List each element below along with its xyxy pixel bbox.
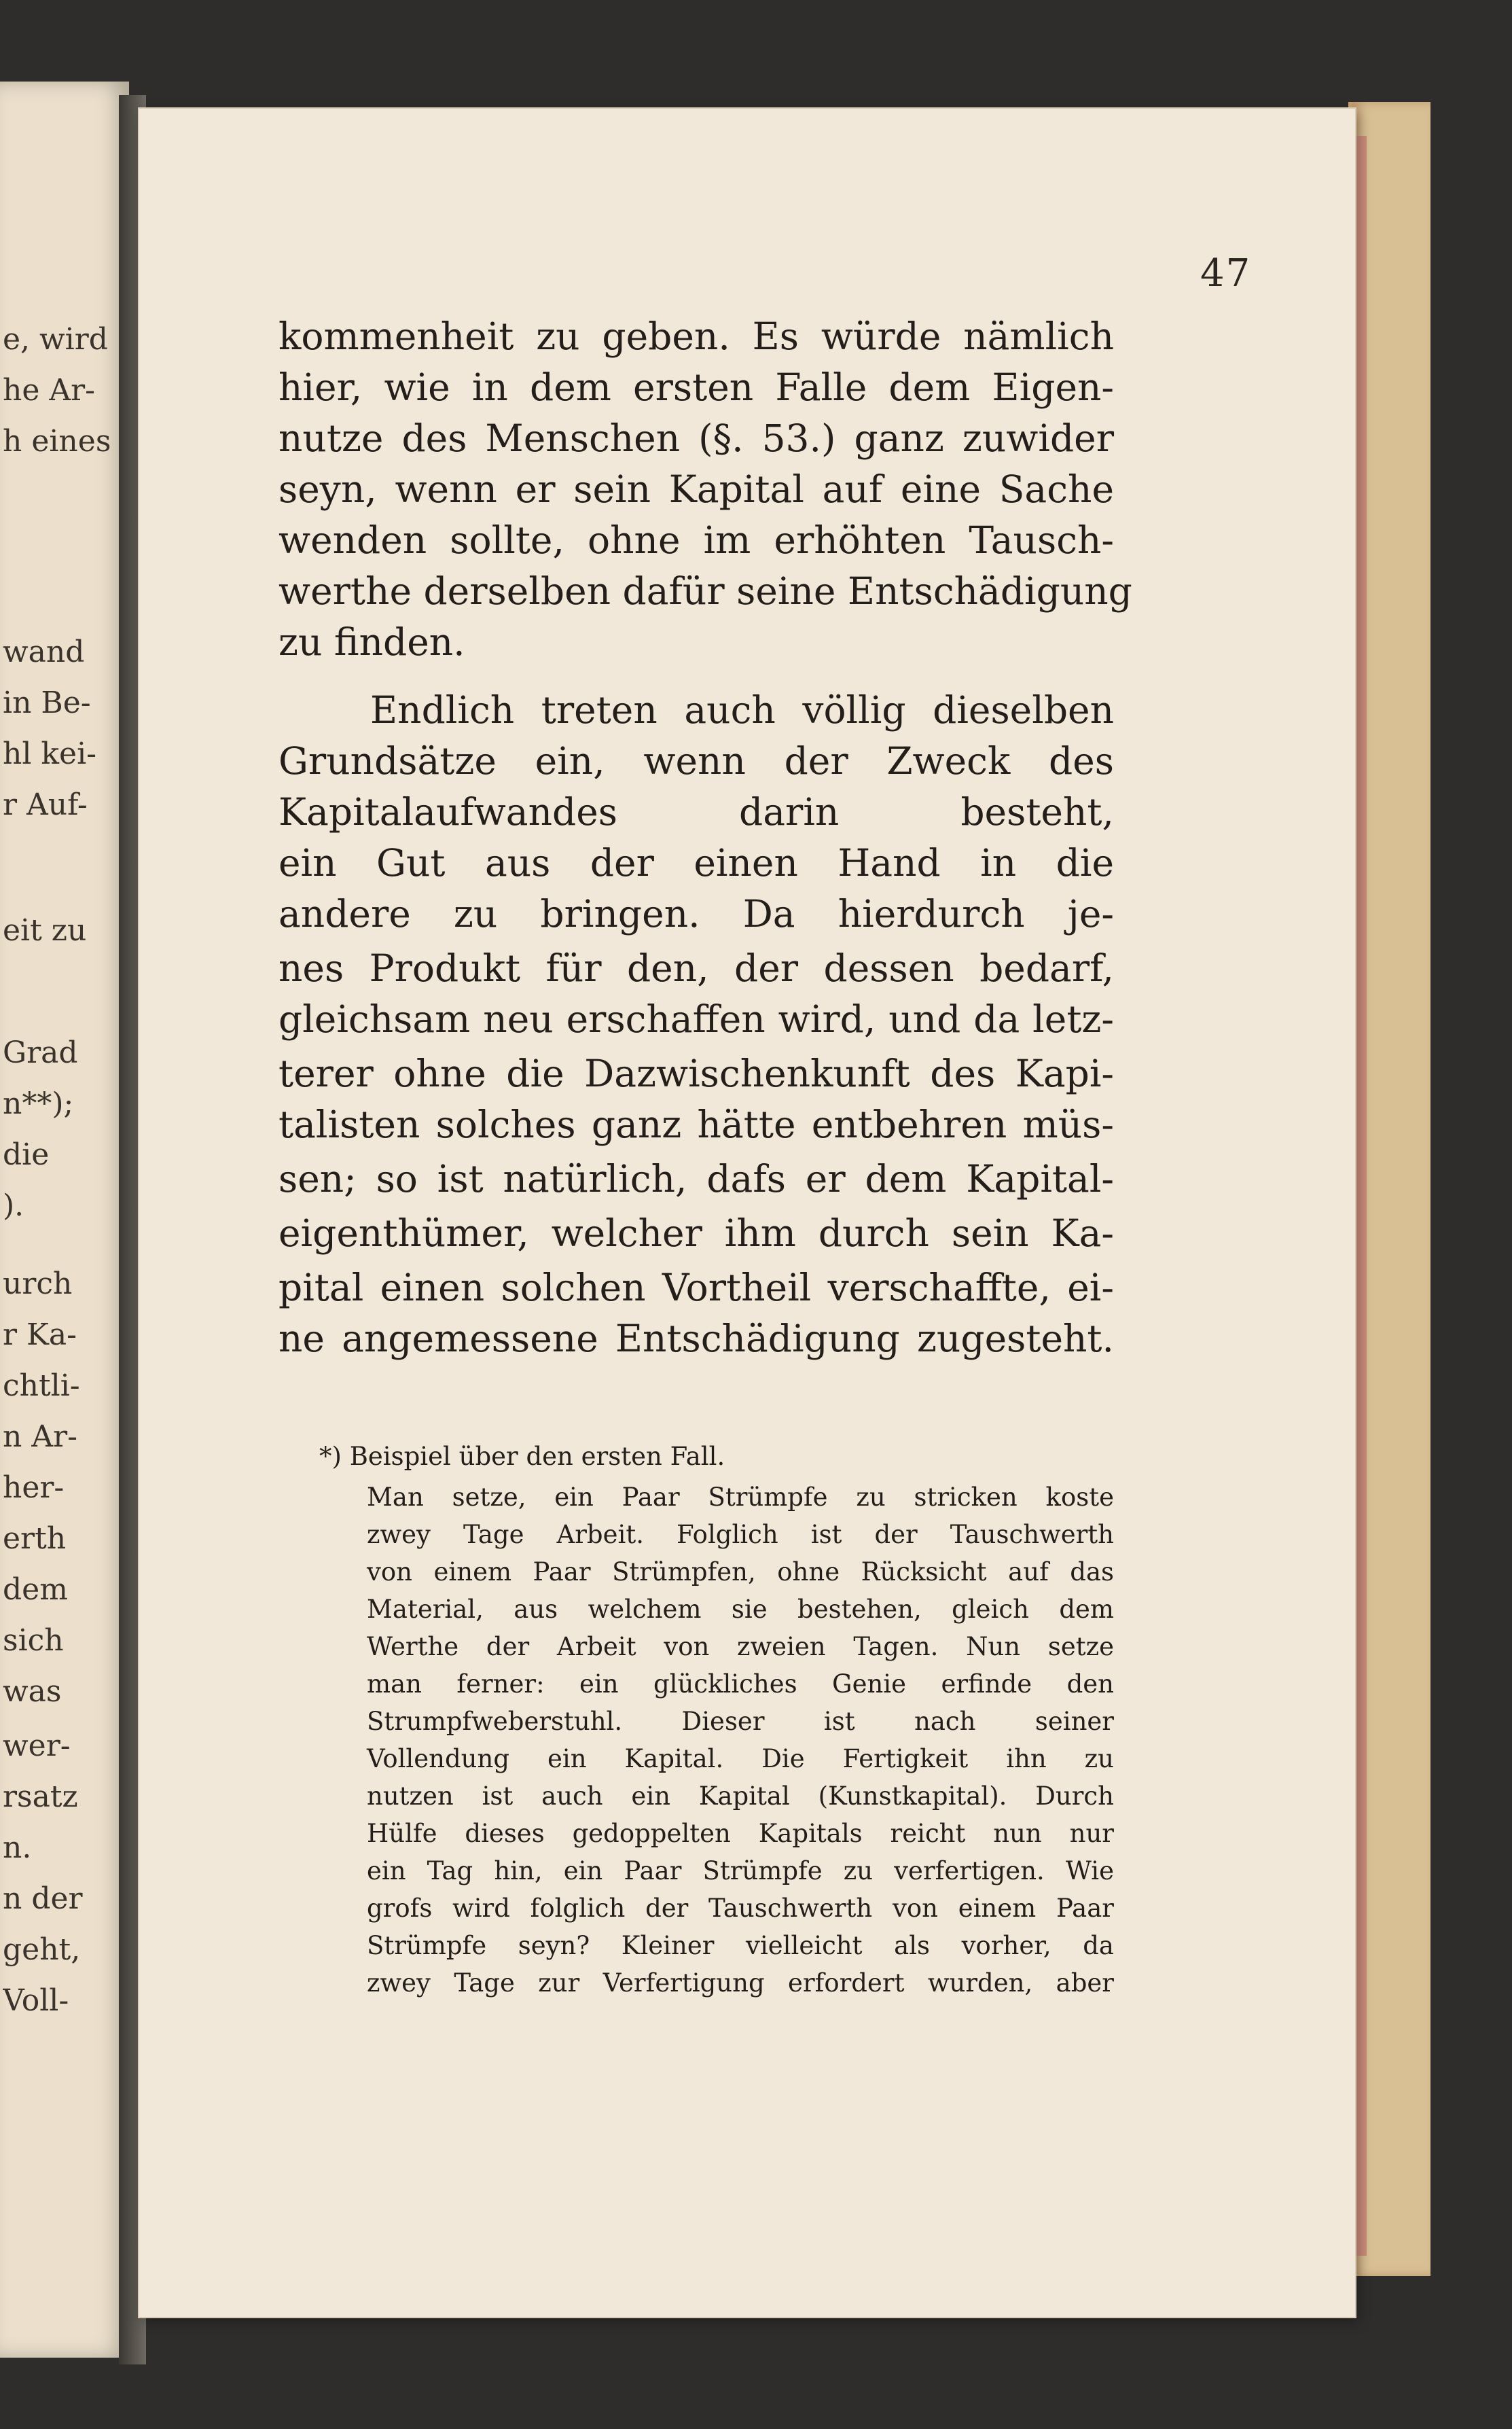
footnote-line: zwey Tage Arbeit. Folglich ist der Tauschwerth	[367, 1520, 1114, 1549]
previous-page-edge	[0, 82, 129, 2358]
footnote-line: zwey Tage zur Verfertigung erfordert wurden, aber	[367, 1968, 1114, 1998]
previous-page-fragment: wer-	[3, 1728, 71, 1763]
text-line: Kapitalaufwandes darin besteht,	[278, 790, 1114, 834]
footnote-line: man ferner: ein glückliches Genie erfinde den	[367, 1669, 1114, 1699]
footnote-line: Vollendung ein Kapital. Die Fertigkeit ihn zu	[367, 1744, 1114, 1773]
text-line: pital einen solchen Vortheil verschaffte, ei-	[278, 1266, 1114, 1309]
footnote-line: Strumpfweberstuhl. Dieser ist nach seiner	[367, 1707, 1114, 1736]
footnote-line: Strümpfe seyn? Kleiner vielleicht als vorher, da	[367, 1931, 1114, 1960]
footnote-line: Hülfe dieses gedoppelten Kapitals reicht nun nur	[367, 1819, 1114, 1848]
previous-page-fragment: n der	[3, 1881, 83, 1916]
previous-page-fragment: her-	[3, 1470, 65, 1505]
footnote-line: Werthe der Arbeit von zweien Tagen. Nun setze	[367, 1632, 1114, 1661]
previous-page-fragment: in Be-	[3, 686, 91, 720]
text-line: seyn, wenn er sein Kapital auf eine Sache	[278, 467, 1114, 511]
text-line: ein Gut aus der einen Hand in die	[278, 841, 1114, 885]
previous-page-fragment: die	[3, 1137, 50, 1172]
previous-page-fragment: sich	[3, 1623, 64, 1658]
previous-page-fragment: n**);	[3, 1086, 74, 1121]
previous-page-fragment: urch	[3, 1266, 73, 1301]
paragraph-start-line: Endlich treten auch völlig dieselben	[370, 688, 1114, 732]
previous-page-fragment: geht,	[3, 1932, 81, 1967]
previous-page-fragment: dem	[3, 1572, 68, 1607]
previous-page-fragment: Grad	[3, 1035, 78, 1070]
text-line: hier, wie in dem ersten Falle dem Eigen-	[278, 366, 1114, 409]
text-line: andere zu bringen. Da hierdurch je-	[278, 892, 1114, 936]
text-line: terer ohne die Dazwischenkunft des Kapi-	[278, 1052, 1114, 1095]
previous-page-fragment: h eines	[3, 424, 111, 459]
previous-page-fragment: was	[3, 1674, 62, 1709]
text-line: wenden sollte, ohne im erhöhten Tausch-	[278, 518, 1114, 562]
previous-page-fragment: rsatz	[3, 1779, 78, 1814]
text-line: werthe derselben dafür seine Entschädigung	[278, 569, 1132, 613]
previous-page-fragment: r Ka-	[3, 1317, 77, 1352]
book-page	[139, 109, 1355, 2317]
previous-page-fragment: n Ar-	[3, 1419, 77, 1454]
previous-page-fragment: hl kei-	[3, 737, 97, 771]
previous-page-fragment: Voll-	[3, 1983, 69, 2018]
text-line: nes Produkt für den, der dessen bedarf,	[278, 946, 1114, 990]
text-line: ne angemessene Entschädigung zugesteht.	[278, 1317, 1114, 1360]
previous-page-fragment: he Ar-	[3, 373, 96, 408]
text-line: gleichsam neu erschaffen wird, und da letz-	[278, 997, 1114, 1041]
text-line: talisten solches ganz hätte entbehren müs-	[278, 1103, 1114, 1146]
text-line: Grundsätze ein, wenn der Zweck des	[278, 739, 1114, 783]
footnote-line: grofs wird folglich der Tauschwerth von einem Paar	[367, 1894, 1114, 1923]
text-line: eigenthümer, welcher ihm durch sein Ka-	[278, 1211, 1114, 1255]
previous-page-fragment: n.	[3, 1830, 32, 1865]
text-line: sen; so ist natürlich, dafs er dem Kapital-	[278, 1157, 1114, 1201]
footnote-line: nutzen ist auch ein Kapital (Kunstkapital). Durch	[367, 1781, 1114, 1811]
page-number: 47	[1200, 251, 1252, 296]
text-line: kommenheit zu geben. Es würde nämlich	[278, 315, 1114, 358]
previous-page-fragment: wand	[3, 635, 85, 669]
footnote-line: ein Tag hin, ein Paar Strümpfe zu verfertigen. Wie	[367, 1856, 1114, 1885]
previous-page-fragment: erth	[3, 1521, 67, 1556]
previous-page-fragment: chtli-	[3, 1368, 80, 1403]
previous-page-fragment: eit zu	[3, 913, 87, 948]
footnote-heading: *) Beispiel über den ersten Fall.	[319, 1442, 725, 1471]
previous-page-fragment: e, wird	[3, 322, 108, 357]
text-line: zu finden.	[278, 620, 465, 664]
footnote-line: von einem Paar Strümpfen, ohne Rücksicht auf das	[367, 1557, 1114, 1586]
previous-page-fragment: r Auf-	[3, 787, 88, 822]
footnote-line: Material, aus welchem sie bestehen, gleich dem	[367, 1595, 1114, 1624]
text-line: nutze des Menschen (§. 53.) ganz zuwider	[278, 416, 1114, 460]
previous-page-fragment: ).	[3, 1188, 24, 1223]
footnote-line: Man setze, ein Paar Strümpfe zu stricken koste	[367, 1483, 1114, 1512]
